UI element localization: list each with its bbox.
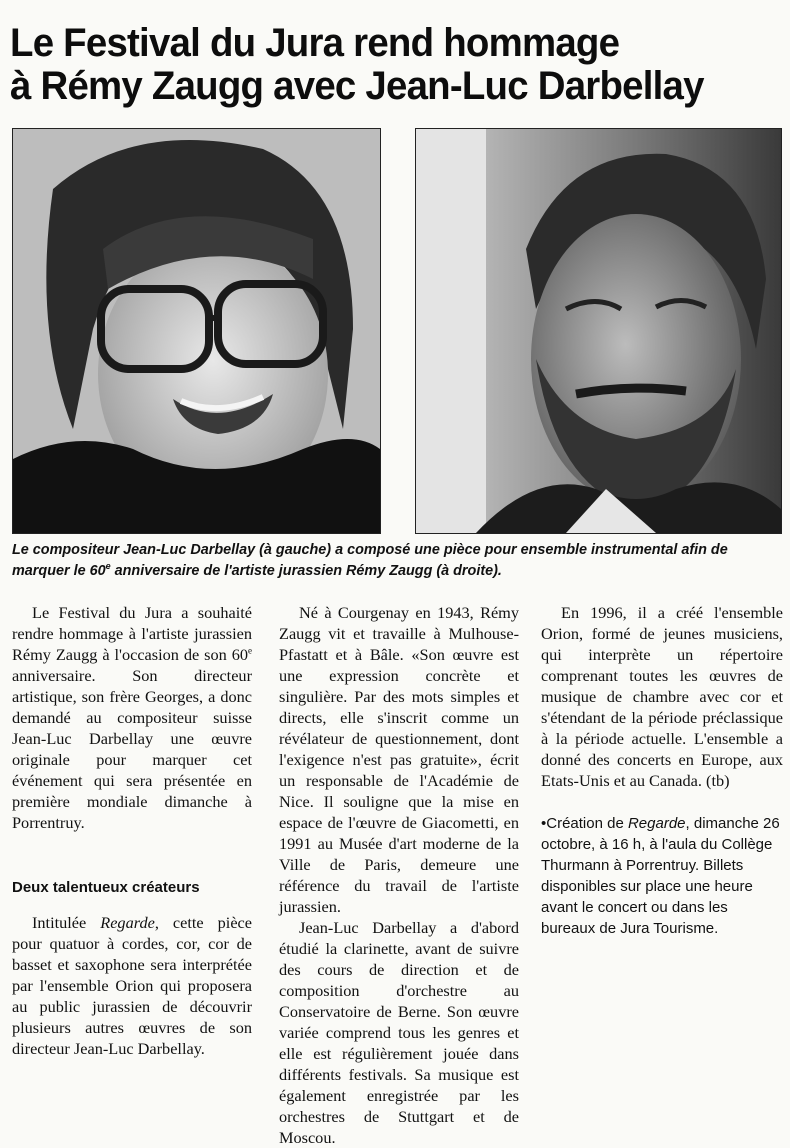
article-column-1 bbox=[12, 602, 252, 1059]
article-column-3 bbox=[541, 602, 783, 939]
article-paragraph-5: En 1996, il a créé l'ensemble Orion, formé de jeunes musiciens, qui interprète un répertoire comprenant toutes les œuvres de musique de chambre avec cor et s'étendant de la période préclassique à la période actuelle. L'ensemble a donné des concerts en Europe, aux Etats-Unis et au Canada. (tb) bbox=[541, 603, 783, 790]
event-info bbox=[541, 813, 783, 939]
paragraph-2-text-a: Intitulée bbox=[32, 913, 101, 932]
paragraph-1-text-b: anniversaire. Son directeur artistique, son frère Georges, a donc demandé au compositeur suisse Jean-Luc Darbellay une œuvre originale pour marquer cet événement qui sera présentée en première mondiale dimanche à Porrentruy. bbox=[12, 666, 252, 832]
event-info-text-a: •Création de bbox=[541, 815, 628, 832]
paragraph-2-text-b: , cette pièce pour quatuor à cordes, cor, cor de basset et saxophone sera interprétée par l'ensemble Orion qui proposera au public jurassien de découvrir plusieurs autres œuvres de son directeur Jean-Luc Darbellay. bbox=[12, 913, 252, 1058]
headline bbox=[10, 22, 749, 108]
article-column-2 bbox=[279, 602, 519, 1147]
paragraph-2-title: Regarde bbox=[100, 913, 155, 932]
portrait-darbellay-image bbox=[13, 129, 380, 533]
paragraph-1-superscript: e bbox=[248, 645, 252, 656]
caption-superscript: e bbox=[105, 561, 111, 572]
event-info-title: Regarde bbox=[627, 815, 686, 832]
article-paragraph-1 bbox=[12, 602, 252, 833]
section-subhead: Deux talentueux créateurs bbox=[12, 879, 200, 896]
article-paragraph-4: Jean-Luc Darbellay a d'abord étudié la clarinette, avant de suivre des cours de direction et de composition d'orchestre au Conservatoire de Berne. Son œuvre variée comprend tous les genres et elle est régulièrement jouée dans différents festivals. Sa musique est également enregistrée par les orchestres de Stuttgart et de Moscou. bbox=[279, 918, 519, 1147]
caption-part-2: anniversaire de l'artiste jurassien Rémy Zaugg (à droite). bbox=[110, 563, 502, 579]
photo-caption bbox=[12, 540, 782, 582]
article-paragraph-3: Né à Courgenay en 1943, Rémy Zaugg vit et travaille à Mulhouse-Pfastatt et à Bâle. «Son œuvre est une expression concrète et singulière. Par des mots simples et directs, elle s'inscrit comme un révélateur de questionnement, dont l'exigence n'est pas gratuite», écrit un responsable de l'Académie de Nice. Il souligne que la mise en espace de l'œuvre de Giacometti, en 1991 au Musée d'art moderne de la Ville de Paris, demeure une référence du travail de l'artiste jurassien. bbox=[279, 603, 519, 916]
photo-jean-luc-darbellay bbox=[12, 128, 381, 534]
paragraph-1-text-a: Le Festival du Jura a souhaité rendre hommage à l'artiste jurassien Rémy Zaugg à l'occasion de son 60 bbox=[12, 603, 252, 664]
headline-line-1: Le Festival du Jura rend hommage bbox=[10, 21, 620, 65]
event-info-text-b: , dimanche 26 octobre, à 16 h, à l'aula du Collège Thurmann à Porrentruy. Billets disponibles sur place une heure avant le concert ou dans les bureaux de Jura Tourisme. bbox=[541, 815, 780, 937]
headline-line-2: à Rémy Zaugg avec Jean-Luc Darbellay bbox=[10, 64, 704, 108]
caption-part-1: Le compositeur Jean-Luc Darbellay (à gauche) a composé une pièce pour ensemble instrumental afin de marquer le 60 bbox=[12, 542, 728, 579]
article-paragraph-2 bbox=[12, 912, 252, 1059]
portrait-zaugg-image bbox=[416, 129, 781, 533]
photo-remy-zaugg bbox=[415, 128, 782, 534]
